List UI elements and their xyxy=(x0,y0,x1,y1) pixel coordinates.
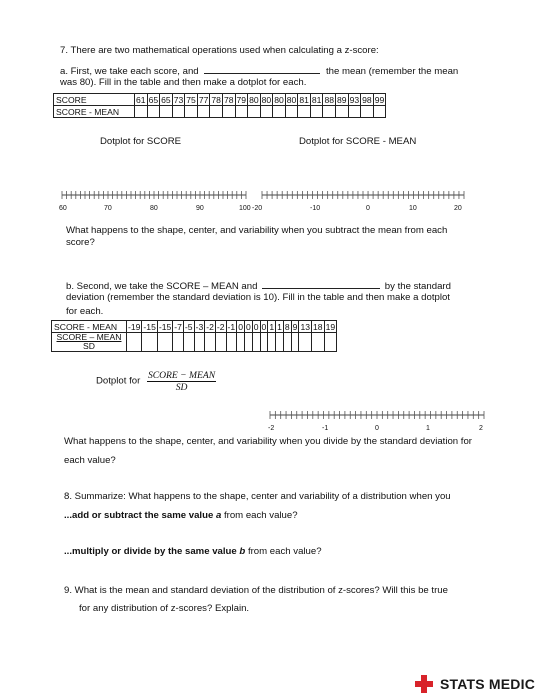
answer-cell[interactable] xyxy=(248,106,261,118)
axis1-label: 80 xyxy=(150,205,158,212)
answer-cell[interactable] xyxy=(324,333,337,352)
score-minus-mean-row xyxy=(54,106,386,118)
score-cell: 61 xyxy=(136,94,146,105)
medical-cross-icon xyxy=(414,674,434,694)
answer-cell[interactable] xyxy=(298,106,311,118)
answer-cell[interactable] xyxy=(312,333,325,352)
axis2-label: -10 xyxy=(310,205,321,212)
answer-cell[interactable] xyxy=(157,333,172,352)
q7b-line2: deviation (remember the standard deviation is 10). Fill in the table and then make a dotplot xyxy=(66,292,450,303)
score-cell: 80 xyxy=(249,94,259,105)
answer-cell[interactable] xyxy=(285,106,298,118)
answer-cell[interactable] xyxy=(215,333,226,352)
q7b-line1 xyxy=(66,279,451,293)
score-cell: 65 xyxy=(161,94,171,105)
answer-cell[interactable] xyxy=(323,106,336,118)
q9-line2: for any distribution of z-scores? Explain. xyxy=(79,603,250,614)
score-cell: 80 xyxy=(286,94,297,105)
answer-cell[interactable] xyxy=(205,333,216,352)
deviation-cell: 1 xyxy=(269,321,275,332)
z-label-den: SD xyxy=(83,341,95,351)
score-cell: 79 xyxy=(236,94,247,105)
deviation-cell: -5 xyxy=(184,321,193,332)
answer-cell[interactable] xyxy=(361,106,374,118)
score-cell: 78 xyxy=(211,94,221,105)
q7a-suffix: the mean (remember the mean xyxy=(326,66,459,77)
z-label-num: SCORE – MEAN xyxy=(56,332,122,342)
axis3-label: -2 xyxy=(268,425,275,432)
score-cell: 81 xyxy=(311,94,322,105)
dotplot-score-title: Dotplot for SCORE xyxy=(100,136,182,147)
deviation-table xyxy=(51,320,337,352)
deviation-cell: 13 xyxy=(300,321,311,332)
answer-cell[interactable] xyxy=(237,333,245,352)
answer-cell[interactable] xyxy=(185,106,198,118)
answer-cell[interactable] xyxy=(244,333,252,352)
score-minus-mean-label: SCORE - MEAN xyxy=(54,106,135,118)
dotplot-score-minus-mean-title: Dotplot for SCORE - MEAN xyxy=(299,136,417,147)
answer-cell[interactable] xyxy=(135,106,148,118)
answer-cell[interactable] xyxy=(268,333,276,352)
q8-line2 xyxy=(64,510,298,522)
answer-cell[interactable] xyxy=(299,333,312,352)
axis2-label: -20 xyxy=(252,205,263,212)
deviation-cell: -15 xyxy=(143,321,156,332)
answer-cell[interactable] xyxy=(183,333,194,352)
axis2-label: 0 xyxy=(366,205,370,212)
q7a-line2: was 80). Fill in the table and then make a dotplot for each. xyxy=(60,77,307,88)
axis1-label: 60 xyxy=(59,205,67,212)
dotplot-z-fraction xyxy=(147,370,216,393)
answer-cell[interactable] xyxy=(348,106,361,118)
answer-cell[interactable] xyxy=(173,333,184,352)
fraction-numerator: SCORE − MEAN xyxy=(147,370,216,381)
deviation-cell: 18 xyxy=(313,321,323,332)
axis3-label: 2 xyxy=(479,425,483,432)
answer-cell[interactable] xyxy=(226,333,237,352)
q8-line1: 8. Summarize: What happens to the shape, center and variability of a distribution when you xyxy=(64,491,451,502)
score-cell: 88 xyxy=(324,94,334,105)
z-score-row xyxy=(52,333,337,352)
answer-cell[interactable] xyxy=(373,106,386,118)
q7a-blank[interactable] xyxy=(204,64,320,74)
deviation-cell: 0 xyxy=(253,321,259,332)
dotplot-z-prefix: Dotplot for xyxy=(96,375,141,387)
deviation-cell: 0 xyxy=(238,321,243,332)
q9-line1: 9. What is the mean and standard deviation of the distribution of z-scores? Will this be true xyxy=(64,585,448,596)
axis2-label: 20 xyxy=(454,205,462,212)
axis1-label: 100 xyxy=(239,205,251,212)
answer-cell[interactable] xyxy=(127,333,142,352)
answer-cell[interactable] xyxy=(210,106,223,118)
axis1-label: 90 xyxy=(196,205,204,212)
question-b-line1: What happens to the shape, center, and variability when you divide by the standard deviation for xyxy=(64,436,472,447)
answer-cell[interactable] xyxy=(310,106,323,118)
answer-cell[interactable] xyxy=(260,106,273,118)
deviation-cell: -2 xyxy=(206,321,214,332)
z-score-row-label xyxy=(52,333,127,352)
q8-var-b: b xyxy=(239,546,246,557)
q8-var-a: a xyxy=(215,510,222,521)
question-b-line2: each value? xyxy=(64,455,116,466)
answer-cell[interactable] xyxy=(235,106,248,118)
axis3-label: 0 xyxy=(375,425,379,432)
question-a-line2: score? xyxy=(66,237,95,248)
axis1-label: 70 xyxy=(104,205,112,212)
score-cell: 80 xyxy=(274,94,284,105)
deviation-cell: -2 xyxy=(216,321,225,332)
answer-cell[interactable] xyxy=(147,106,160,118)
deviation-cell: -19 xyxy=(128,321,141,332)
q7b-line3: for each. xyxy=(66,306,104,317)
score-cell: 81 xyxy=(299,94,309,105)
score-cell: 99 xyxy=(374,94,385,105)
dotplot-axes-a xyxy=(0,185,548,225)
deviation-row xyxy=(52,321,337,333)
answer-cell[interactable] xyxy=(276,333,284,352)
score-cell: 65 xyxy=(148,94,159,105)
q7-title: 7. There are two mathematical operations used when calculating a z-score: xyxy=(60,45,379,56)
q8-add-bold: ...add or subtract the same value xyxy=(64,510,216,521)
q7a-prefix: a. First, we take each score, and xyxy=(60,66,199,77)
axis2-label: 10 xyxy=(409,205,417,212)
answer-cell[interactable] xyxy=(172,106,185,118)
answer-cell[interactable] xyxy=(197,106,210,118)
deviation-cell: -15 xyxy=(158,321,172,332)
answer-cell[interactable] xyxy=(291,333,299,352)
dotplot-z-title xyxy=(96,370,216,393)
q8-multiply-bold: ...multiply or divide by the same value xyxy=(64,546,240,557)
axis3-label: 1 xyxy=(426,425,430,432)
score-axis xyxy=(62,191,246,199)
score-cell: 93 xyxy=(349,94,360,105)
answer-cell[interactable] xyxy=(283,333,291,352)
score-table xyxy=(53,93,386,118)
score-cell: 80 xyxy=(261,94,272,105)
q8-add-rest: from each value? xyxy=(221,510,298,521)
axis3-label: -1 xyxy=(322,425,329,432)
deviation-cell: 0 xyxy=(245,321,251,332)
answer-cell[interactable] xyxy=(252,333,260,352)
answer-cell[interactable] xyxy=(222,106,235,118)
deviation-cell: 19 xyxy=(325,321,336,332)
score-cell: 78 xyxy=(223,94,234,105)
q7b-blank[interactable] xyxy=(262,279,380,289)
logo-text: STATS MEDIC xyxy=(440,676,536,692)
fraction-denominator: SD xyxy=(175,382,188,393)
score-row xyxy=(54,94,386,106)
deviation-cell: -3 xyxy=(195,321,204,332)
deviation-cell: 9 xyxy=(292,321,298,332)
q8-multiply-rest: from each value? xyxy=(245,546,322,557)
deviation-cell: 0 xyxy=(261,321,267,332)
deviation-cell: 8 xyxy=(284,321,290,332)
answer-cell[interactable] xyxy=(194,333,205,352)
deviation-cell: -1 xyxy=(227,321,236,332)
z-score-axis xyxy=(270,411,484,419)
deviation-row-label: SCORE - MEAN xyxy=(52,321,127,333)
answer-cell[interactable] xyxy=(160,106,173,118)
deviation-cell: 1 xyxy=(277,321,282,332)
answer-cell[interactable] xyxy=(142,333,157,352)
score-cell: 75 xyxy=(186,94,196,105)
deviation-cell: -7 xyxy=(174,321,182,332)
score-cell: 77 xyxy=(198,94,209,105)
question-a-line1: What happens to the shape, center, and variability when you subtract the mean from each xyxy=(66,225,448,236)
q7b-suffix: by the standard xyxy=(384,281,451,292)
answer-cell[interactable] xyxy=(260,333,268,352)
score-row-label: SCORE xyxy=(54,94,135,106)
answer-cell[interactable] xyxy=(336,106,349,118)
score-cell: 89 xyxy=(337,94,347,105)
q7b-prefix: b. Second, we take the SCORE – MEAN and xyxy=(66,281,258,292)
score-minus-mean-axis xyxy=(262,191,464,199)
answer-cell[interactable] xyxy=(273,106,286,118)
score-cell: 73 xyxy=(173,94,184,105)
q8-line3 xyxy=(64,546,322,558)
score-cell: 98 xyxy=(362,94,372,105)
q7a-line1 xyxy=(60,64,458,78)
